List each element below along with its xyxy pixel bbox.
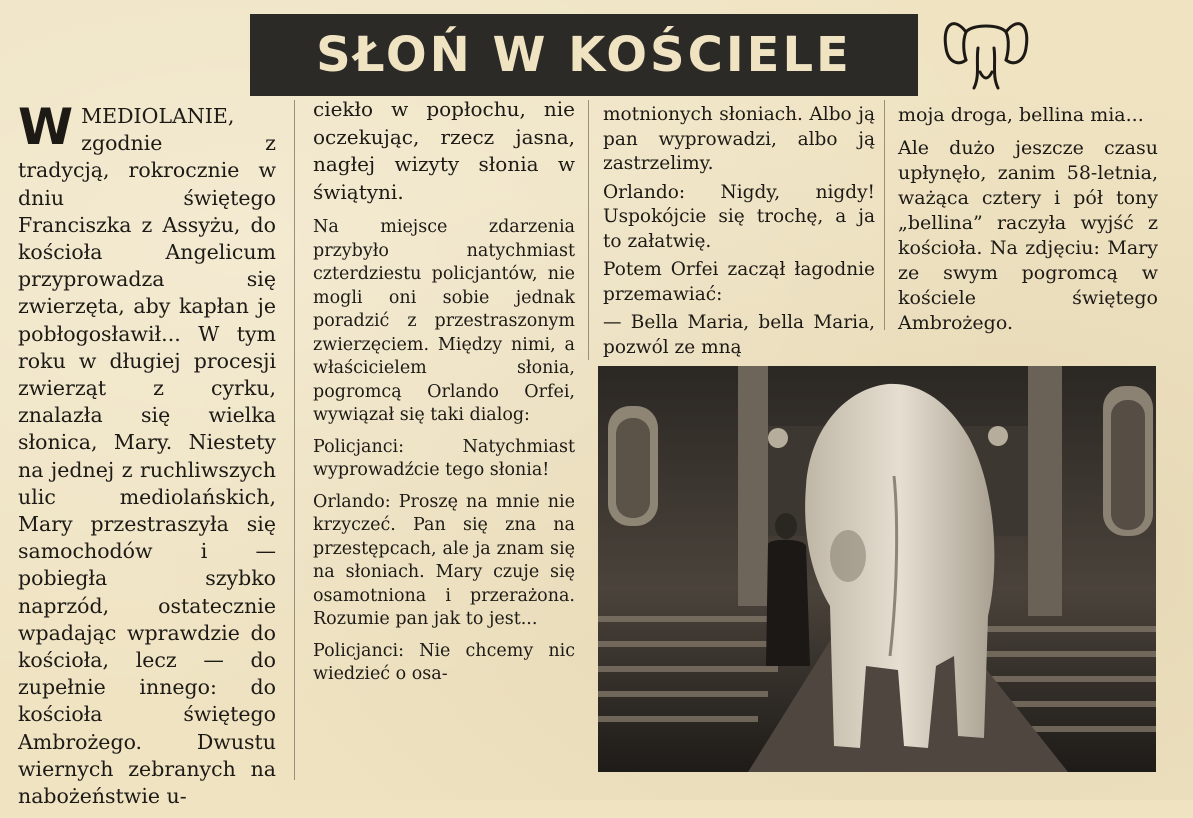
column-rule-1: [294, 100, 295, 780]
column-2-paragraph: Policjanci: Natychmiast wyprowadźcie tego słonia!: [313, 436, 575, 480]
column-2-paragraph: Policjanci: Nie chcemy nic wiedzieć o osa-: [313, 640, 575, 684]
column-4-paragraph: Ale dużo jeszcze czasu upłynęło, zanim 58-letnia, ważąca cztery i pół tony „bellina” raczyła wyjść z kościoła. Na zdjęciu: Mary ze swym pogromcą w kościele świętego Ambrożego.: [898, 137, 1158, 334]
column-2: [313, 96, 575, 695]
column-3-paragraph: Orlando: Nigdy, nigdy! Uspokójcie się trochę, a ja to załatwię.: [603, 181, 875, 252]
elephant-in-church-photo: [598, 366, 1156, 772]
column-3: [603, 103, 875, 364]
column-4: [898, 103, 1158, 344]
column-4-paragraph: moja droga, bellina mia...: [898, 104, 1144, 126]
dropcap: W: [18, 98, 74, 156]
column-2-lead: ciekło w popłochu, nie oczekując, rzecz jasna, nagłej wizyty słonia w świątyni.: [313, 97, 575, 204]
column-1: [18, 98, 276, 818]
column-2-paragraph: Na miejsce zdarzenia przybyło natychmiast czterdziestu policjantów, nie mogli oni sobie jednak poradzić z przestraszonym zwierzęciem. Między nimi, a właścicielem słonia, pogromcą Orlando Orfei, wywiązał się taki dialog:: [313, 217, 575, 425]
elephant-logo-icon: [936, 10, 1036, 96]
column-1-text: MEDIOLANIE, zgodnie z tradycją, rokrocznie w dniu świętego Franciszka z Assyżu, do kościoła Angelicum przyprowadza się zwierzęta, aby kapłan je pobłogosławił... W tym roku w długiej procesji zwierząt z cyrku, znalazła się wielka słonica, Mary. Niestety na jednej z ruchliwszych ulic mediolańskich, Mary przestraszyła się samochodów i — pobiegła szybko naprzód, ostatecznie wpadając wprawdzie do kościoła, lecz — do zupełnie innego: do kościoła świętego Ambrożego. Dwustu wiernych zebranych na nabożeństwie u-: [18, 104, 276, 809]
headline-banner: [250, 14, 918, 96]
column-3-paragraph: motnionych słoniach. Albo ją pan wyprowadzi, albo ją zastrzelimy.: [603, 104, 875, 174]
column-rule-3: [884, 100, 885, 330]
headline-title: SŁOŃ W KOŚCIELE: [316, 27, 852, 83]
column-3-paragraph: — Bella Maria, bella Maria, pozwól ze mną: [603, 312, 875, 358]
column-3-paragraph: Potem Orfei zaczął łagodnie przemawiać:: [603, 259, 875, 305]
column-rule-2: [588, 100, 589, 360]
column-2-paragraph: Orlando: Proszę na mnie nie krzyczeć. Pan się zna na przestępcach, ale ja znam się na słoniach. Mary czuje się osamotniona i przerażona. Rozumie pan jak to jest...: [313, 491, 575, 629]
